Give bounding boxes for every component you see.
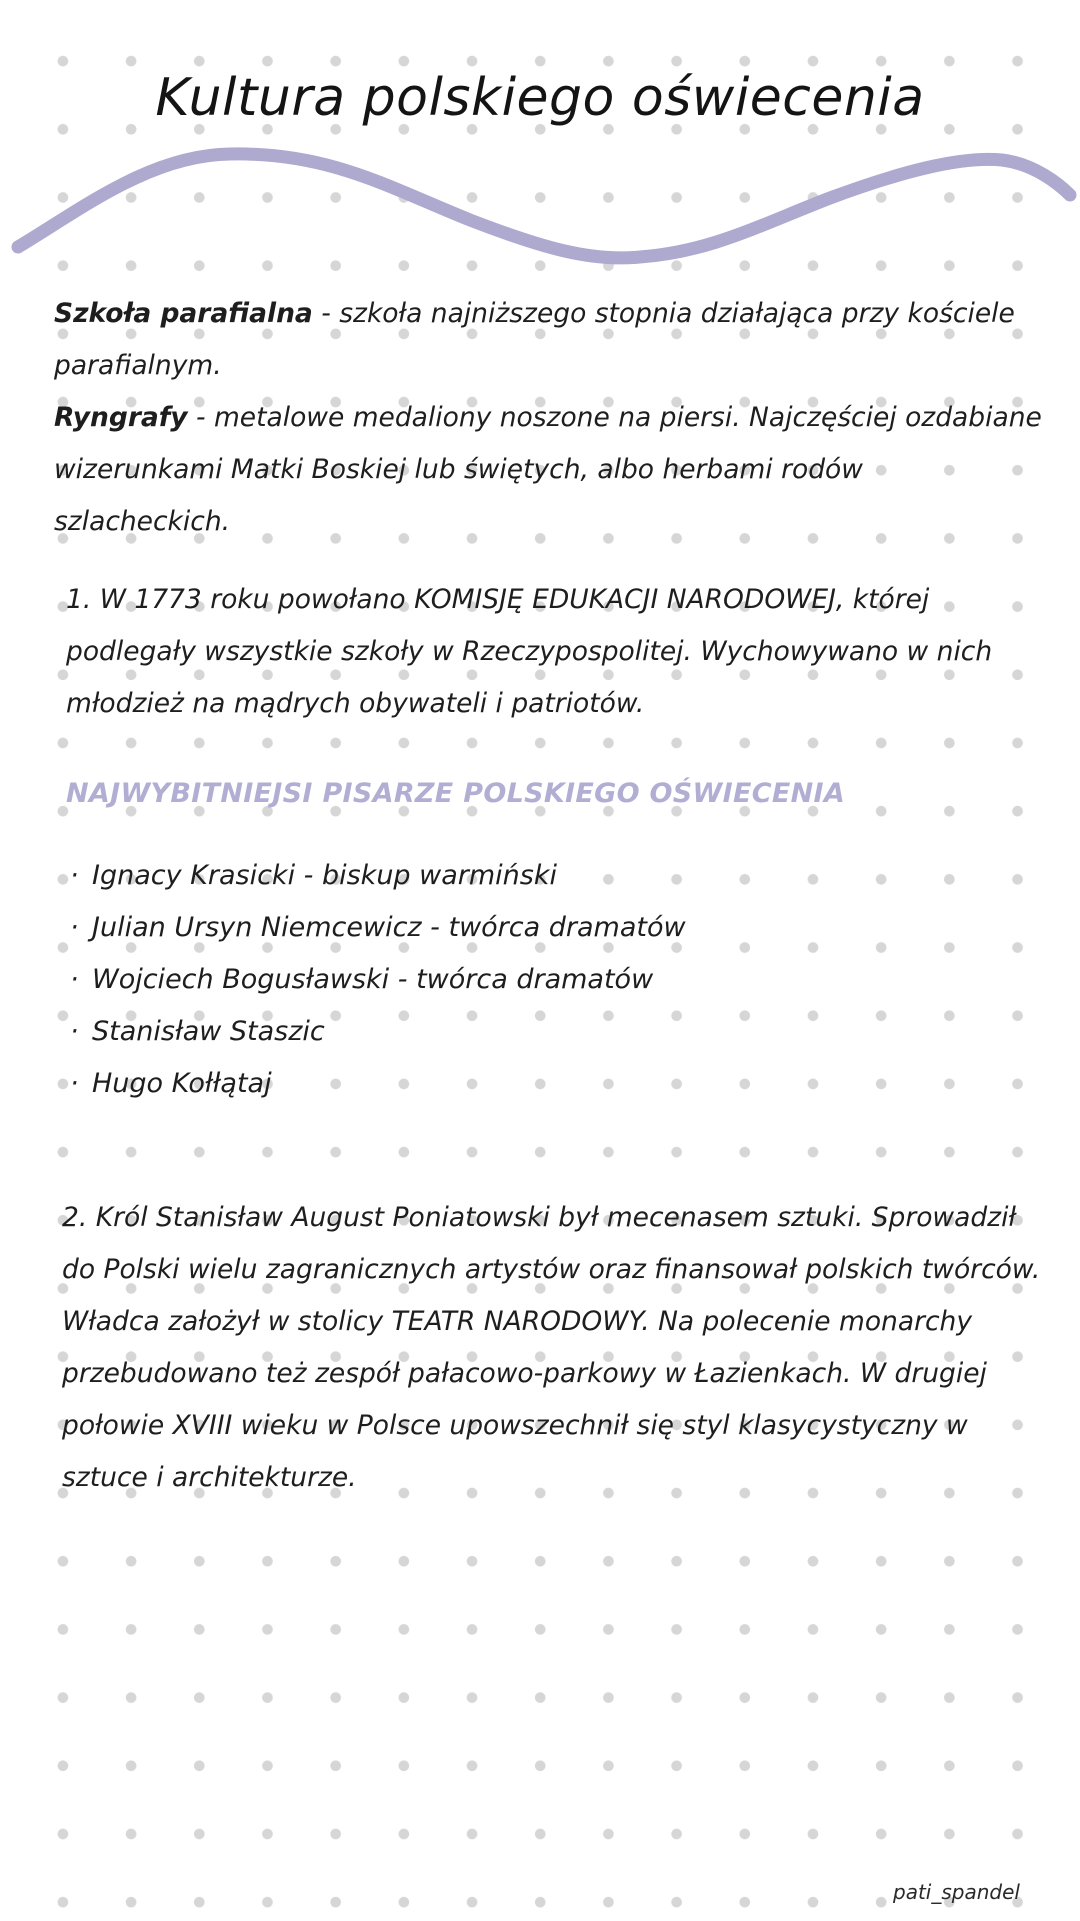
writers-heading: NAJWYBITNIEJSI PISARZE POLSKIEGO OŚWIECENIA <box>66 778 846 809</box>
point-2-paragraph: 2. Król Stanisław August Poniatowski był mecenasem sztuki. Sprowadził do Polski wielu zagranicznych artystów oraz finansował polskich twórców. Władca założył w stolicy TEATR NARODOWY. Na polecenie monarchy przebudowano też zespół pałacowo-parkowy w Łazienkach. W drugiej połowie XVIII wieku w Polsce upowszechnił się styl klasycystyczny w sztuce i architekturze. <box>62 1202 1041 1493</box>
definition-term: Szkoła parafialna <box>54 298 313 329</box>
list-item: · Julian Ursyn Niemcewicz - twórca dramatów <box>70 902 686 954</box>
definition-szkola-parafialna <box>54 288 1044 392</box>
writers-list <box>70 850 686 1110</box>
bullet-icon: · <box>70 912 79 943</box>
bullet-icon: · <box>70 860 79 891</box>
bullet-icon: · <box>70 1068 79 1099</box>
list-item: · Hugo Kołłątaj <box>70 1058 686 1110</box>
definition-text: - metalowe medaliony noszone na piersi. Najczęściej ozdabiane wizerunkami Matki Boskiej lub świętych, albo herbami rodów szlacheckich. <box>54 402 1042 537</box>
definition-text: - szkoła najniższego stopnia działająca przy kościele parafialnym. <box>54 298 1015 381</box>
list-item: · Ignacy Krasicki - biskup warmiński <box>70 850 686 902</box>
list-item: · Stanisław Staszic <box>70 1006 686 1058</box>
bullet-icon: · <box>70 1016 79 1047</box>
definitions-block <box>54 288 1044 548</box>
definition-term: Ryngrafy <box>54 402 188 433</box>
list-item: · Wojciech Bogusławski - twórca dramatów <box>70 954 686 1006</box>
bullet-icon: · <box>70 964 79 995</box>
author-signature: pati_spandel <box>893 1880 1020 1904</box>
point-1-paragraph: 1. W 1773 roku powołano KOMISJĘ EDUKACJI NARODOWEJ, której podlegały wszystkie szkoły w Rzeczypospolitej. Wychowywano w nich młodzież na mądrych obywateli i patriotów. <box>66 584 993 719</box>
decorative-wave <box>0 130 1080 270</box>
page-title: Kultura polskiego oświecenia <box>155 68 925 128</box>
definition-ryngrafy <box>54 392 1044 548</box>
